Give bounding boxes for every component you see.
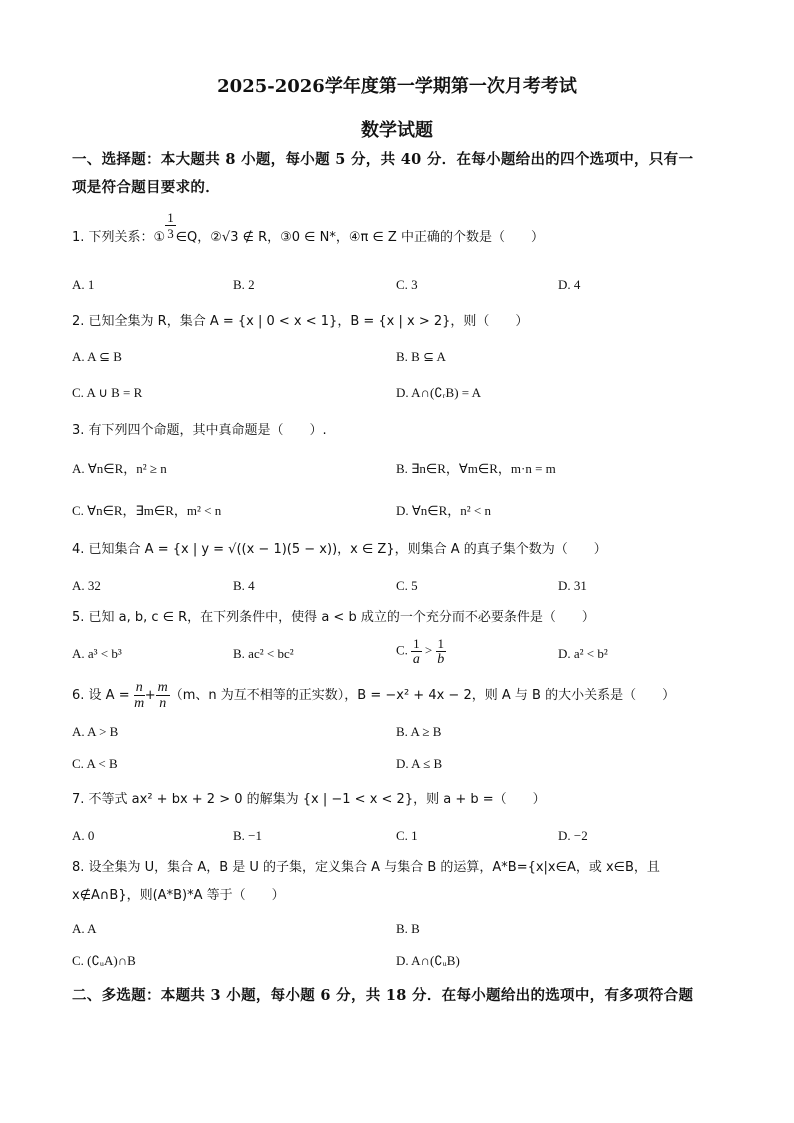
q5-option-c-frac1: $\frac{1}{a}$ [412, 636, 420, 667]
q1-option-a[interactable]: A. 1 [72, 277, 95, 292]
q2-option-c[interactable]: C. A ∪ B = R [72, 385, 143, 400]
q6-option-d[interactable]: D. A ≤ B [396, 756, 443, 771]
q5-option-c[interactable] [396, 636, 446, 667]
q4-option-c[interactable]: C. 5 [396, 578, 418, 593]
q5-option-a[interactable]: A. a³ < b³ [72, 646, 122, 661]
q6-stem-pre: 6. 设 A = [72, 688, 130, 703]
q7-option-b[interactable]: B. −1 [233, 828, 263, 843]
q3-option-c[interactable]: C. ∀n∈R，∃m∈R，m² < n [72, 503, 222, 518]
q2-option-d[interactable]: D. A∩(∁ᵣB) = A [396, 385, 482, 400]
q6-plus: + [144, 688, 156, 703]
q4-option-a[interactable]: A. 32 [72, 578, 101, 593]
q8-option-b[interactable]: B. B [396, 921, 420, 936]
q8-stem-line1: 8. 设全集为 U，集合 A，B 是 U 的子集，定义集合 A 与集合 B 的运算，A*B={x|x∈A，或 x∈B，且 [72, 860, 660, 875]
q2-option-b[interactable]: B. B ⊆ A [396, 349, 446, 364]
q8-option-c[interactable]: C. (∁ᵤA)∩B [72, 953, 136, 968]
q3-option-d[interactable]: D. ∀n∈R，n² < n [396, 503, 492, 518]
question-2: 2. 已知全集为 R，集合 A = {x | 0 < x < 1}，B = {x | x > 2}，则（ ） [72, 314, 529, 329]
q6-fraction-1: $\frac{n}{m}$ [134, 680, 145, 711]
q5-option-c-gt: > [424, 642, 433, 658]
q4-option-b[interactable]: B. 4 [233, 578, 255, 593]
q6-option-b[interactable]: B. A ≥ B [396, 724, 442, 739]
q7-option-c[interactable]: C. 1 [396, 828, 418, 843]
question-1 [72, 210, 722, 253]
q7-option-a[interactable]: A. 0 [72, 828, 95, 843]
section-2-heading [72, 982, 722, 1010]
q1-stem: 1. 下列关系：① [72, 230, 166, 245]
q3-option-b[interactable]: B. ∃n∈R，∀m∈R，m·n = m [396, 461, 556, 476]
q4-option-d[interactable]: D. 31 [558, 578, 587, 593]
q8-option-d[interactable]: D. A∩(∁ᵤB) [396, 953, 460, 968]
question-3: 3. 有下列四个命题，其中真命题是（ ）. [72, 423, 327, 438]
q1-option-d[interactable]: D. 4 [558, 277, 581, 292]
q2-option-a[interactable]: A. A ⊆ B [72, 349, 122, 364]
q6-stem-post: （m、n 为互不相等的正实数），B = −x² + 4x − 2，则 A 与 B 的大小关系是（ ） [169, 688, 676, 703]
question-8 [72, 858, 722, 906]
q5-option-d[interactable]: D. a² < b² [558, 646, 608, 661]
q6-option-c[interactable]: C. A < B [72, 756, 118, 771]
section-2-line1: 二、多选题：本题共 3 小题，每小题 6 分，共 18 分．在每小题给出的选项中，有多项符合题 [72, 987, 694, 1004]
q8-stem-line2: x∉A∩B}，则(A*B)*A 等于（ ） [72, 888, 285, 903]
question-7: 7. 不等式 ax² + bx + 2 > 0 的解集为 {x | −1 < x < 2}，则 a + b =（ ） [72, 792, 546, 807]
q6-fraction-2: $\frac{m}{n}$ [157, 680, 168, 711]
exam-title: 2025-2026学年度第一学期第一次月考考试 [217, 76, 577, 97]
question-6 [72, 680, 722, 711]
q1-rel2: √3 ∉ R，③0 ∈ N*，④π ∈ Z 中正确的个数是（ ） [221, 230, 544, 245]
q1-option-b[interactable]: B. 2 [233, 277, 255, 292]
q5-option-b[interactable]: B. ac² < bc² [233, 646, 294, 661]
q1-option-c[interactable]: C. 3 [396, 277, 418, 292]
section-1-line1: 一、选择题：本大题共 8 小题，每小题 5 分，共 40 分．在每小题给出的四个选项中，只有一 [72, 151, 694, 168]
question-4: 4. 已知集合 A = {x | y = √((x − 1)(5 − x))，x ∈ Z}，则集合 A 的真子集个数为（ ） [72, 542, 607, 557]
exam-subtitle: 数学试题 [361, 120, 433, 141]
q5-option-c-frac2: $\frac{1}{b}$ [437, 636, 445, 667]
q1-rel1: ∈Q，② [175, 230, 222, 245]
q8-option-a[interactable]: A. A [72, 921, 97, 936]
question-5: 5. 已知 a, b, c ∈ R，在下列条件中，使得 a < b 成立的一个充分而不必要条件是（ ） [72, 610, 595, 625]
section-1-line2: 项是符合题目要求的． [72, 179, 220, 196]
q6-option-a[interactable]: A. A > B [72, 724, 119, 739]
q1-fraction: $\frac{1}{3}$ [167, 210, 174, 241]
q7-option-d[interactable]: D. −2 [558, 828, 588, 843]
q3-option-a[interactable]: A. ∀n∈R，n² ≥ n [72, 461, 167, 476]
section-1-heading [72, 146, 722, 202]
q5-option-c-label: C. [396, 642, 408, 658]
